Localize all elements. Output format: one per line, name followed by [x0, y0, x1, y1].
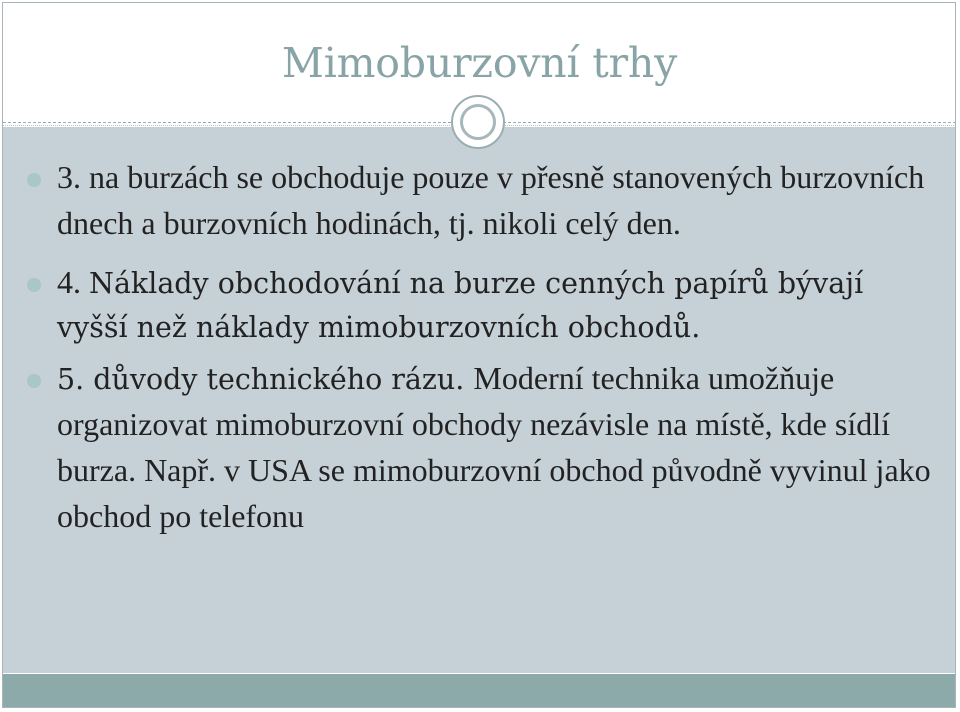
bullet-3-tail: Moderní technika umožňuje organizovat mimoburzovní obchody nezávisle na místě, kde sídlí burza. Např. v USA se mimoburzovní obchod původně vyvinul jako obchod po telefonu: [57, 360, 931, 534]
slide-frame: [2, 2, 956, 708]
bullet-3-body: 5. důvody technického rázu.: [57, 363, 474, 396]
slide-title-text: Mimoburzovní trhy: [281, 39, 678, 87]
bullet-2-body: Náklady obchodování na burze cenných papírů bývají vyšší než náklady mimoburzovních obchodů.: [57, 267, 864, 344]
bullet-2-lead: 4.: [57, 264, 89, 300]
bullet-text-1: 3. na burzách se obchoduje pouze v přesně stanovených burzovních dnech a burzovních hodinách, tj. nikoli celý den.: [57, 159, 925, 241]
